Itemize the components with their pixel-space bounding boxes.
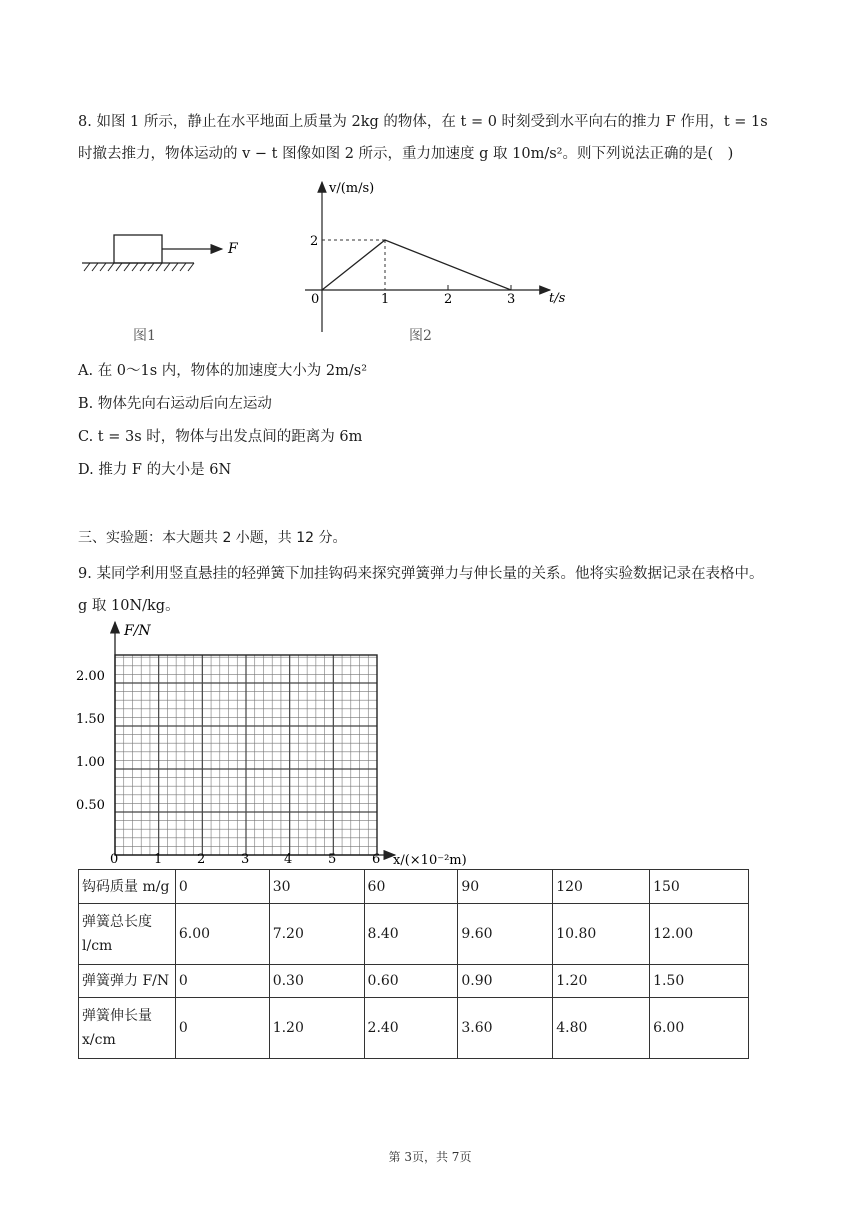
- table-cell: 150: [650, 870, 749, 904]
- table-cell: 12.00: [650, 904, 749, 965]
- table-header-cell: 钩码质量 m/g: [79, 870, 176, 904]
- q8-line2: 时撤去推力，物体运动的 v − t 图像如图 2 所示，重力加速度 g 取 10m/s²。则下列说法正确的是( ): [78, 146, 734, 162]
- x-tick-3: 3: [241, 852, 250, 867]
- option-b: B. 物体先向右运动后向左运动: [78, 396, 272, 412]
- table-cell: 60: [364, 870, 458, 904]
- t-axis-label: t/s: [549, 291, 566, 306]
- q9-line1: 9. 某同学利用竖直悬挂的轻弹簧下加挂钩码来探究弹簧弹力与伸长量的关系。他将实验数据记录在表格中。: [78, 566, 764, 582]
- table-cell: 2.40: [364, 998, 458, 1059]
- page-footer: 第 3页，共 7页: [388, 1150, 472, 1164]
- table-cell: 4.80: [553, 998, 650, 1059]
- table-cell: 0.60: [364, 965, 458, 998]
- table-cell: 90: [458, 870, 553, 904]
- table-row: [79, 870, 749, 904]
- table-cell: 1.50: [650, 965, 749, 998]
- x-tick-5: 5: [328, 852, 337, 867]
- table-cell: 30: [269, 870, 364, 904]
- option-a: A. 在 0～1s 内，物体的加速度大小为 2m/s²: [78, 363, 368, 379]
- data-table: [78, 869, 749, 1059]
- x-tick-0: 0: [311, 292, 320, 307]
- x-tick-2: 2: [444, 292, 453, 307]
- option-c: C. t = 3s 时，物体与出发点间的距离为 6m: [78, 429, 363, 445]
- table-cell: 7.20: [269, 904, 364, 965]
- block: [114, 235, 162, 263]
- table-cell: 0.30: [269, 965, 364, 998]
- ground-hatch: [84, 263, 194, 271]
- y-tick-050: 0.50: [76, 798, 105, 813]
- fig2-caption: 图2: [409, 328, 432, 344]
- grid-major-lines: [115, 655, 377, 855]
- table-cell: 3.60: [458, 998, 553, 1059]
- table-cell: 0: [175, 965, 269, 998]
- section-heading: 三、实验题：本大题共 2 小题，共 12 分。: [78, 530, 347, 546]
- v-axis-label: v/(m/s): [329, 181, 375, 196]
- table-cell: 0.90: [458, 965, 553, 998]
- x-axis-label: x/(×10⁻²m): [393, 853, 467, 868]
- table-header-cell: 弹簧伸长量 x/cm: [79, 998, 176, 1059]
- x-tick-4: 4: [284, 852, 293, 867]
- q9-line2: g 取 10N/kg。: [78, 598, 180, 614]
- table-cell: 9.60: [458, 904, 553, 965]
- table-row: [79, 904, 749, 965]
- table-cell: 0: [175, 998, 269, 1059]
- table-cell: 1.20: [553, 965, 650, 998]
- table-cell: 120: [553, 870, 650, 904]
- q9-grid-chart: [70, 618, 490, 868]
- table-cell: 6.00: [175, 904, 269, 965]
- table-cell: 10.80: [553, 904, 650, 965]
- f-axis-label: F/N: [124, 623, 151, 639]
- q8-line1: 8. 如图 1 所示，静止在水平地面上质量为 2kg 的物体，在 t = 0 时刻受到水平向右的推力 F 作用，t = 1s: [78, 114, 768, 130]
- y-tick-2: 2: [310, 234, 319, 249]
- table-header-cell: 弹簧总长度 l/cm: [79, 904, 176, 965]
- y-tick-150: 1.50: [76, 712, 105, 727]
- force-label: F: [228, 241, 238, 257]
- v-t-curve: [322, 240, 511, 290]
- table-cell: 0: [175, 870, 269, 904]
- x-tick-1: 1: [381, 292, 390, 307]
- x-tick-1: 1: [154, 852, 163, 867]
- y-tick-100: 1.00: [76, 755, 105, 770]
- table-cell: 8.40: [364, 904, 458, 965]
- option-d: D. 推力 F 的大小是 6N: [78, 462, 232, 478]
- table-cell: 6.00: [650, 998, 749, 1059]
- table-row: [79, 998, 749, 1059]
- table-header-cell: 弹簧弹力 F/N: [79, 965, 176, 998]
- table-row: [79, 965, 749, 998]
- table-cell: 1.20: [269, 998, 364, 1059]
- x-tick-3: 3: [507, 292, 516, 307]
- y-tick-200: 2.00: [76, 669, 105, 684]
- fig1-caption: 图1: [133, 328, 156, 344]
- x-tick-6: 6: [372, 852, 381, 867]
- x-tick-2: 2: [197, 852, 206, 867]
- figure-2: [295, 172, 595, 352]
- figure-1: [78, 225, 258, 350]
- x-tick-0: 0: [110, 852, 119, 867]
